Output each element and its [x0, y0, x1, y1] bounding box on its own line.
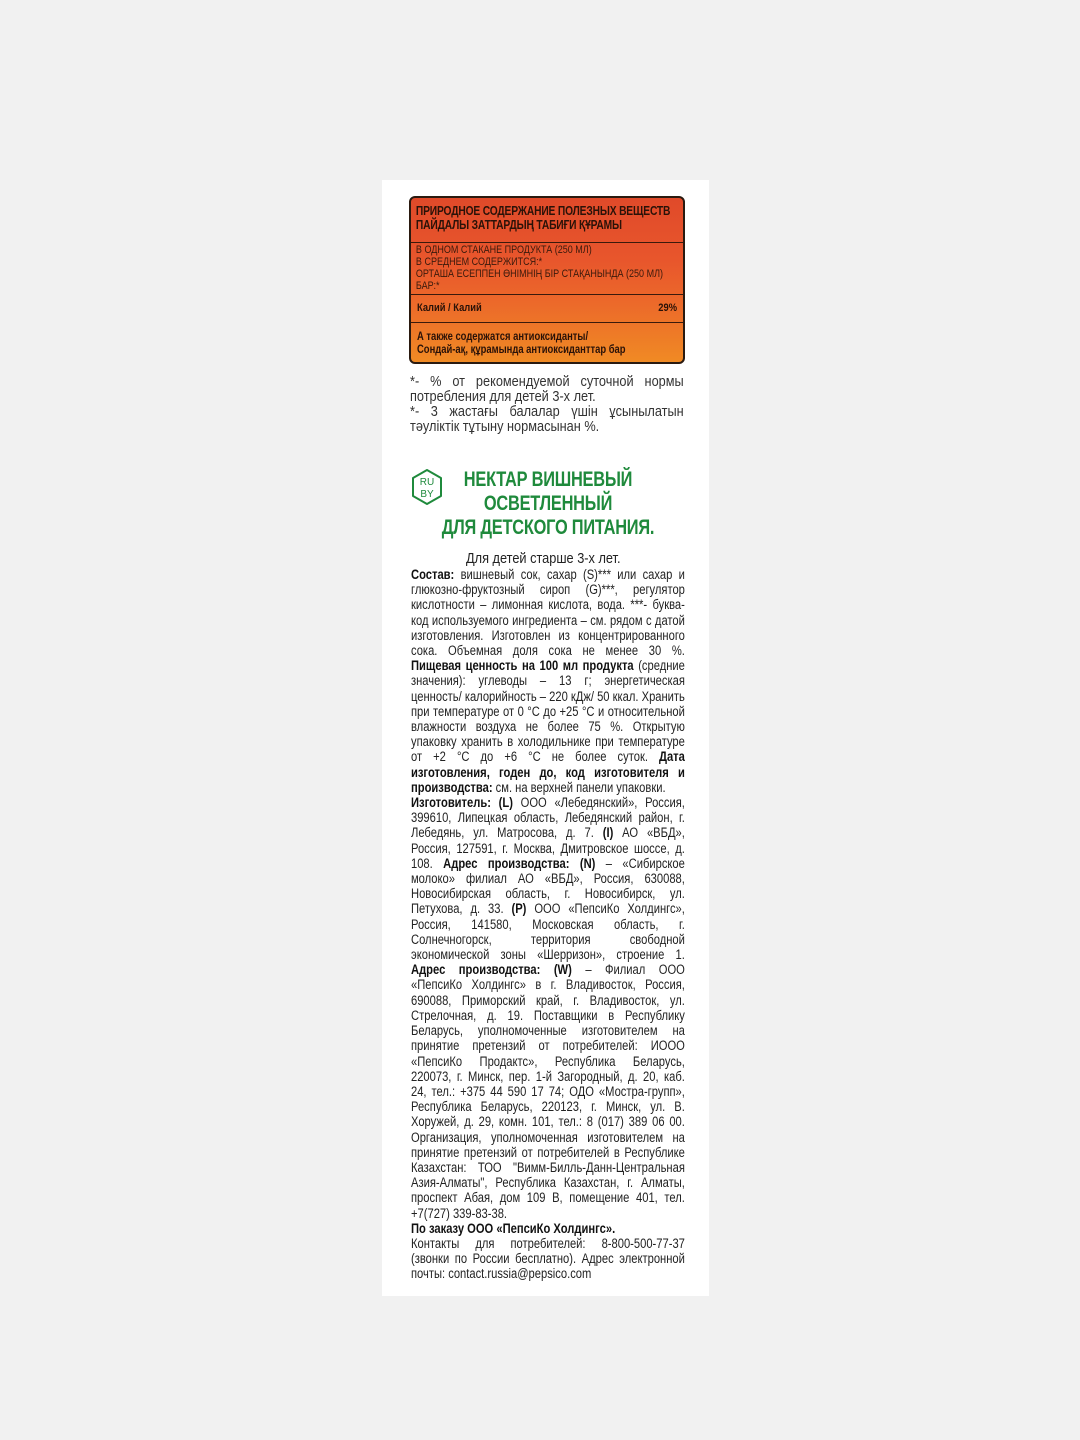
footnote-kz: *- 3 жастағы балалар үшін ұсынылатын тәуліктік тұтыну нормасынан %. [410, 403, 684, 435]
order-label: По заказу ООО «ПепсиКо Холдингс». [411, 1220, 616, 1236]
serving-line-kz: ОРТАША ЕСЕППЕН ӨНІМНІҢ БІР СТАҚАНЫНДА (250 МЛ) БАР:* [415, 268, 664, 292]
antioxidant-note-ru: А также содержатся антиоксиданты/ [417, 331, 589, 343]
divider [411, 294, 683, 295]
nutrition-box [409, 196, 685, 364]
production-code-label: (P) [511, 901, 527, 917]
title-line-3: ДЛЯ ДЕТСКОГО ПИТАНИЯ. [441, 516, 655, 539]
production-address-2-body: – Филиал ООО «ПепсиКо Холдингс» в г. Владивосток, Россия, 690088, Приморский край, г. Владивосток, ул. Стрелочная, д. 19. Поставщики в Республику Беларусь, уполномоченные изготовителем на принятие претензий от потребителей: ИООО «ПепсиКо Продактс», Республика Беларусь, 220073, г. Минск, пер. 1-й Загородный, д. 20, каб. 24, тел.: +375 44 590 17 74; ОДО «Мостра-групп», Республика Беларусь, 220123, г. Минск, ул. В. Хоружей, д. 29, комн. 101, тел.: 8 (017) 389 06 00. Организация, уполномоченная изготовителем на принятие претензий от потребителей в Республике Казахстан: ТОО "Вимм-Билль-Данн-Центральная Азия-Алматы", Республика Казахстан, г. Алматы, проспект Абая, дом 109 В, помещение 401, тел. +7(727) 339-83-38. [411, 962, 685, 1221]
contacts-body: Контакты для потребителей: 8-800-500-77-37 (звонки по России бесплатно). Адрес электронной почты: contact.russia@pepsico.com [411, 1235, 685, 1282]
production-code-body: ООО «ПепсиКо Холдингс», Россия, 141580, Московская область, г. Солнечногорск, территория свободной экономической зоны «Шерризон», строение 1. [411, 901, 685, 963]
nutrition-value-label: Пищевая ценность на 100 мл продукта [411, 658, 634, 674]
serving-line-1: В ОДНОМ СТАКАНЕ ПРОДУКТА (250 МЛ) [415, 244, 592, 256]
label-panel [382, 180, 709, 1296]
manufacturer-body: ООО «Лебедянский», Россия, 399610, Липецкая область, Лебедянский район, г. Лебедянь, ул. Матросова, д. 7. [411, 795, 685, 841]
composition-text [411, 567, 685, 1282]
badge-bottom: BY [420, 489, 434, 500]
title-line-2: ОСВЕТЛЕННЫЙ [483, 492, 613, 515]
nutrient-value: 29% [658, 302, 677, 314]
dates-label: Дата изготовления, годен до, код изготовителя и производства: [411, 749, 685, 795]
production-address-2-label: Адрес производства: (W) [411, 962, 572, 978]
antioxidant-note-kz: Сондай-ақ, құрамында антиоксиданттар бар [417, 344, 626, 356]
nutrition-heading-kz: ПАЙДАЛЫ ЗАТТАРДЫҢ ТАБИҒИ ҚҰРАМЫ [415, 218, 622, 232]
divider [411, 322, 683, 323]
age-recommendation: Для детей старше 3-х лет. [466, 550, 621, 567]
dates-body: см. на верхней панели упаковки. [492, 779, 666, 795]
production-address-label: Адрес производства: (N) [443, 855, 596, 871]
footnote [410, 374, 684, 434]
nutrition-heading-ru: ПРИРОДНОЕ СОДЕРЖАНИЕ ПОЛЕЗНЫХ ВЕЩЕСТВ [415, 204, 671, 218]
antioxidant-note [417, 331, 683, 357]
badge-top: RU [419, 477, 435, 488]
title-line-1: НЕКТАР ВИШНЕВЫЙ [463, 468, 633, 491]
composition-body: вишневый сок, сахар (S)*** или сахар и глюкозно-фруктозный сироп (G)***, регулятор кислотности – лимонная кислота, вода. ***- буква-код используемого ингредиента – см. рядом с датой изготовления. Изготовлен из концентрированного сока. Объемная доля сока не менее 30 %. [411, 567, 685, 659]
nutrition-heading [411, 198, 685, 232]
serving-line-2: В СРЕДНЕМ СОДЕРЖИТСЯ:* [415, 256, 543, 268]
footnote-ru: *- % от рекомендуемой суточной нормы потребления для детей 3-х лет. [410, 373, 684, 405]
production-address-body: – «Сибирское молоко» филиал АО «ВБД», Россия, 630088, Новосибирская область, г. Новосибирск, ул. Петухова, д. 33. [411, 855, 685, 917]
product-title [419, 468, 675, 540]
composition-label: Состав: [411, 567, 455, 582]
manufacturer-code-label: (I) [602, 825, 614, 841]
nutrient-row [417, 302, 677, 314]
manufacturer-label: Изготовитель: (L) [411, 795, 513, 811]
nutrition-value-body: (средние значения): углеводы – 13 г; энергетическая ценность/ калорийность – 220 кДж/ 50 ккал. Хранить при температуре от 0 °С до +25 °С и относительной влажности воздуха не более 75 %. Открытую упаковку хранить в холодильнике при температуре от +2 °С до +6 °С не более суток. [411, 658, 685, 765]
serving-info [411, 240, 685, 292]
manufacturer-code-body: АО «ВБД», Россия, 127591, г. Москва, Дмитровское шоссе, д. 108. [411, 825, 685, 871]
nutrient-name: Калий / Калий [417, 302, 482, 314]
